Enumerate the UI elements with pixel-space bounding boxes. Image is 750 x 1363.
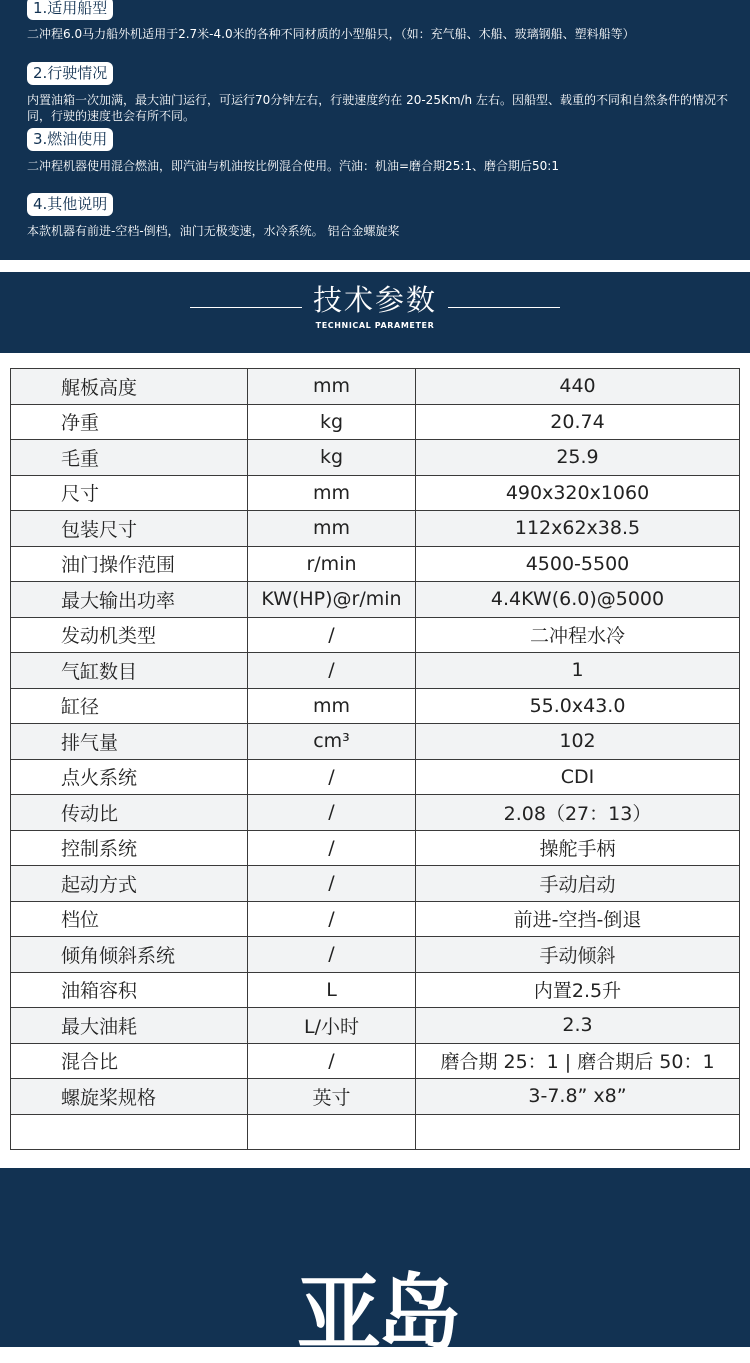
spec-name-cell: 缸径 (11, 688, 248, 724)
spec-unit-cell: cm³ (248, 724, 416, 760)
spec-name-cell: 控制系统 (11, 830, 248, 866)
spec-value-cell: 25.9 (416, 440, 740, 476)
spec-name-cell: 发动机类型 (11, 617, 248, 653)
spec-value-cell: 前进-空挡-倒退 (416, 901, 740, 937)
table-row (11, 440, 740, 476)
info-section-boat-type (27, 0, 730, 42)
spec-unit-cell: mm (248, 369, 416, 405)
table-row (11, 617, 740, 653)
spec-name-cell: 排气量 (11, 724, 248, 760)
spec-unit-cell: / (248, 937, 416, 973)
spec-unit-cell: / (248, 795, 416, 831)
spec-unit-cell: kg (248, 440, 416, 476)
table-row (11, 901, 740, 937)
table-row (11, 369, 740, 405)
spec-value-cell: 手动启动 (416, 866, 740, 902)
spec-name-cell: 点火系统 (11, 759, 248, 795)
section-text: 内置油箱一次加满，最大油门运行，可运行70分钟左右，行驶速度约在 20-25Km/h 左右。因船型、载重的不同和自然条件的情况不同，行驶的速度也会有所不同。 (27, 93, 728, 123)
section-text: 二冲程机器使用混合燃油，即汽油与机油按比例混合使用。汽油：机油=磨合期25:1、磨合期后50:1 (27, 159, 559, 173)
spec-value-cell: 3-7.8” x8” (416, 1079, 740, 1115)
spec-unit-cell: r/min (248, 546, 416, 582)
spec-unit-cell: mm (248, 688, 416, 724)
spec-value-cell: 102 (416, 724, 740, 760)
section-title-pill: 4.其他说明 (27, 193, 113, 216)
spec-value-cell: 内置2.5升 (416, 972, 740, 1008)
spec-name-cell: 传动比 (11, 795, 248, 831)
info-section-driving (27, 62, 730, 124)
spec-name-cell: 包装尺寸 (11, 511, 248, 547)
spec-unit-cell: 英寸 (248, 1079, 416, 1115)
info-section-fuel (27, 128, 730, 174)
table-row (11, 1008, 740, 1044)
section-title-pill: 2.行驶情况 (27, 62, 113, 85)
spec-name-cell: 螺旋桨规格 (11, 1079, 248, 1115)
spec-value-cell: 490x320x1060 (416, 475, 740, 511)
table-row (11, 866, 740, 902)
header-rule-left (190, 307, 302, 308)
spec-value-cell: 112x62x38.5 (416, 511, 740, 547)
spec-value-cell: 二冲程水冷 (416, 617, 740, 653)
spec-unit-cell: / (248, 866, 416, 902)
table-row (11, 688, 740, 724)
spec-name-cell: 尺寸 (11, 475, 248, 511)
table-row (11, 404, 740, 440)
spec-value-cell: 1 (416, 653, 740, 689)
divider-band (0, 260, 750, 272)
table-row (11, 475, 740, 511)
spec-value-cell: 手动倾斜 (416, 937, 740, 973)
info-section-other (27, 193, 730, 239)
spec-name-cell: 毛重 (11, 440, 248, 476)
spec-unit-cell: L/小时 (248, 1008, 416, 1044)
spec-value-cell: 磨合期 25：1 | 磨合期后 50：1 (416, 1043, 740, 1079)
table-row (11, 653, 740, 689)
spec-value-cell: 20.74 (416, 404, 740, 440)
section-title-pill: 1.适用船型 (27, 0, 113, 20)
table-cell-empty (11, 1114, 248, 1149)
spec-unit-cell: L (248, 972, 416, 1008)
table-row (11, 1079, 740, 1115)
spec-name-cell: 艉板高度 (11, 369, 248, 405)
spec-unit-cell: KW(HP)@r/min (248, 582, 416, 618)
spec-name-cell: 起动方式 (11, 866, 248, 902)
table-row (11, 759, 740, 795)
section-text: 本款机器有前进-空档-倒档，油门无极变速，水冷系统。 铝合金螺旋桨 (27, 224, 400, 238)
table-row (11, 511, 740, 547)
spec-name-cell: 油门操作范围 (11, 546, 248, 582)
spec-name-cell: 档位 (11, 901, 248, 937)
spec-unit-cell: / (248, 759, 416, 795)
spec-value-cell: 55.0x43.0 (416, 688, 740, 724)
table-cell-empty (416, 1114, 740, 1149)
spec-name-cell: 倾角倾斜系统 (11, 937, 248, 973)
table-cell-empty (248, 1114, 416, 1149)
spec-table-body (11, 369, 740, 1150)
spec-unit-cell: / (248, 830, 416, 866)
spec-value-cell: 4.4KW(6.0)@5000 (416, 582, 740, 618)
spec-value-cell: 操舵手柄 (416, 830, 740, 866)
spec-unit-cell: / (248, 1043, 416, 1079)
spec-name-cell: 混合比 (11, 1043, 248, 1079)
spec-unit-cell: mm (248, 511, 416, 547)
usage-info-panel (0, 0, 750, 260)
table-row-empty (11, 1114, 740, 1149)
spec-unit-cell: / (248, 901, 416, 937)
spec-unit-cell: kg (248, 404, 416, 440)
spec-header-title: 技术参数 (312, 283, 437, 317)
table-row (11, 795, 740, 831)
table-row (11, 582, 740, 618)
section-text: 二冲程6.0马力船外机适用于2.7米-4.0米的各种不同材质的小型船只，（如：充气船、木船、玻璃钢船、塑料船等） (27, 27, 635, 41)
spec-header-subtitle: TECHNICAL PARAMETER (315, 321, 435, 330)
section-title-pill: 3.燃油使用 (27, 128, 113, 151)
spec-name-cell: 净重 (11, 404, 248, 440)
spec-value-cell: 4500-5500 (416, 546, 740, 582)
spec-value-cell: CDI (416, 759, 740, 795)
spec-value-cell: 2.3 (416, 1008, 740, 1044)
table-row (11, 972, 740, 1008)
spec-value-cell: 440 (416, 369, 740, 405)
header-rule-right (448, 307, 560, 308)
table-row (11, 724, 740, 760)
spec-unit-cell: / (248, 653, 416, 689)
spec-unit-cell: mm (248, 475, 416, 511)
table-row (11, 546, 740, 582)
spec-name-cell: 最大输出功率 (11, 582, 248, 618)
brand-logo: 亚岛 (296, 1265, 457, 1363)
table-row (11, 937, 740, 973)
spec-unit-cell: / (248, 617, 416, 653)
spec-name-cell: 油箱容积 (11, 972, 248, 1008)
spec-table (10, 368, 740, 1150)
table-row (11, 830, 740, 866)
spec-value-cell: 2.08（27：13） (416, 795, 740, 831)
table-row (11, 1043, 740, 1079)
spec-name-cell: 最大油耗 (11, 1008, 248, 1044)
spec-name-cell: 气缸数目 (11, 653, 248, 689)
